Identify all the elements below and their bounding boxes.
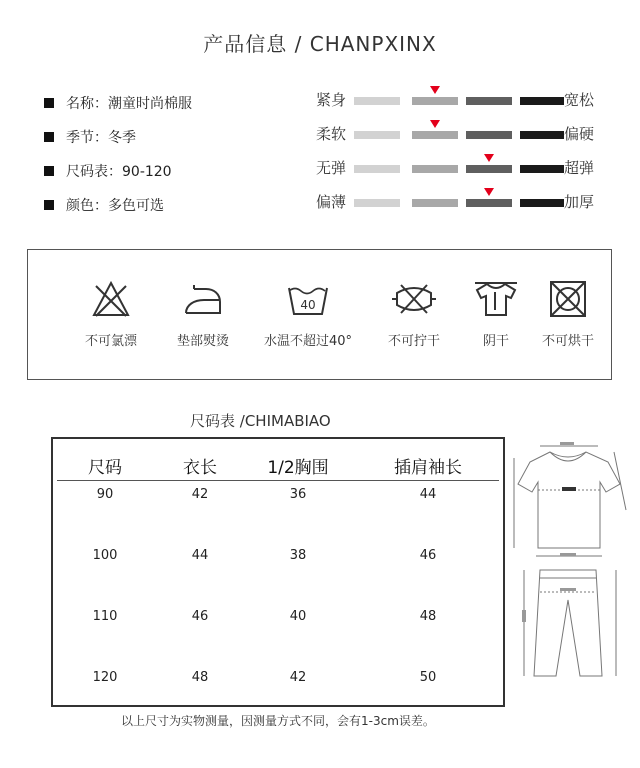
cell-chest: 36 [289, 487, 307, 502]
care-label: 不可烘干 [541, 334, 594, 349]
info-row-size-range [44, 154, 284, 188]
care-item-wash-40 [260, 280, 356, 349]
scale-left-label: 紧身 [316, 91, 347, 109]
cell-length: 46 [191, 609, 209, 624]
scale-segment [412, 131, 458, 139]
bullet-square-icon [44, 132, 54, 142]
care-instructions-panel [27, 249, 612, 380]
care-item-iron [155, 280, 251, 349]
no-tumble-dry-icon [548, 280, 588, 318]
scale-fit [316, 86, 616, 120]
scale-segment [354, 131, 400, 139]
scale-segment [354, 165, 400, 173]
care-label: 水温不超过40° [263, 334, 353, 349]
bullet-square-icon [44, 200, 54, 210]
cell-size: 110 [92, 609, 118, 624]
attribute-scales [316, 86, 616, 222]
bullet-square-icon [44, 166, 54, 176]
cell-sleeve: 46 [419, 548, 437, 563]
scale-segment [412, 97, 458, 105]
scale-segment [466, 97, 512, 105]
cell-size: 120 [92, 670, 118, 685]
no-bleach-icon [91, 280, 131, 318]
info-label: 颜色：多色可选 [66, 198, 164, 214]
bullet-square-icon [44, 98, 54, 108]
measurement-footnote: 以上尺寸为实物测量，因测量方式不同，会有1-3cm误差。 [121, 714, 435, 728]
header-divider [57, 480, 499, 481]
scale-left-label: 无弹 [316, 159, 347, 177]
care-label: 不可氯漂 [84, 334, 137, 349]
cell-length: 44 [191, 548, 209, 563]
scale-segment [354, 97, 400, 105]
scale-elasticity [316, 154, 616, 188]
care-item-no-bleach [63, 280, 159, 349]
info-label: 尺码表：90-120 [66, 164, 172, 180]
scale-softness [316, 120, 616, 154]
care-label: 阴干 [482, 334, 509, 349]
table-row [53, 487, 503, 505]
size-table-title: 尺码表 /CHIMABIAO [190, 412, 331, 430]
care-item-no-tumble-dry [520, 280, 616, 349]
scale-left-label: 偏薄 [316, 193, 347, 211]
scale-marker-icon [430, 86, 440, 94]
cell-sleeve: 44 [419, 487, 437, 502]
scale-segment [466, 131, 512, 139]
header-sleeve: 插肩袖长 [394, 458, 462, 478]
info-label: 季节：冬季 [66, 130, 136, 146]
iron-icon [180, 280, 226, 318]
scale-right-label: 加厚 [564, 193, 595, 211]
scale-segment [520, 97, 564, 105]
scale-segment [412, 199, 458, 207]
size-table [51, 437, 505, 707]
scale-thickness [316, 188, 616, 222]
size-table-header [53, 447, 503, 481]
header-size: 尺码 [88, 458, 122, 478]
info-row-color [44, 188, 284, 222]
cell-chest: 40 [289, 609, 307, 624]
wash-40-icon [285, 280, 331, 318]
header-chest: 1/2胸围 [267, 458, 329, 478]
table-row [53, 670, 503, 688]
wash-temp-text: 40 [300, 298, 316, 312]
scale-segment [466, 199, 512, 207]
header-length: 衣长 [183, 458, 217, 478]
cell-chest: 42 [289, 670, 307, 685]
no-wring-icon [391, 280, 437, 318]
info-row-name [44, 86, 284, 120]
scale-segment [520, 199, 564, 207]
scale-marker-icon [484, 154, 494, 162]
scale-segment [520, 165, 564, 173]
scale-marker-icon [484, 188, 494, 196]
scale-segment [520, 131, 564, 139]
scale-segment [354, 199, 400, 207]
cell-size: 90 [96, 487, 114, 502]
cell-sleeve: 50 [419, 670, 437, 685]
garment-measurement-sketch [510, 440, 632, 690]
scale-right-label: 超弹 [564, 159, 595, 177]
table-row [53, 609, 503, 627]
info-label: 名称：潮童时尚棉服 [66, 96, 192, 112]
scale-segment [412, 165, 458, 173]
shade-dry-icon [473, 280, 519, 318]
page-title: 产品信息 / CHANPXINX [203, 32, 437, 56]
cell-sleeve: 48 [419, 609, 437, 624]
scale-right-label: 偏硬 [564, 125, 595, 143]
cell-length: 42 [191, 487, 209, 502]
table-row [53, 548, 503, 566]
care-label: 垫部熨烫 [176, 334, 229, 349]
scale-segment [466, 165, 512, 173]
cell-size: 100 [92, 548, 118, 563]
product-info-list [44, 86, 284, 222]
cell-chest: 38 [289, 548, 307, 563]
scale-right-label: 宽松 [564, 91, 595, 109]
cell-length: 48 [191, 670, 209, 685]
scale-marker-icon [430, 120, 440, 128]
scale-left-label: 柔软 [316, 125, 347, 143]
info-row-season [44, 120, 284, 154]
care-label: 不可拧干 [387, 334, 440, 349]
